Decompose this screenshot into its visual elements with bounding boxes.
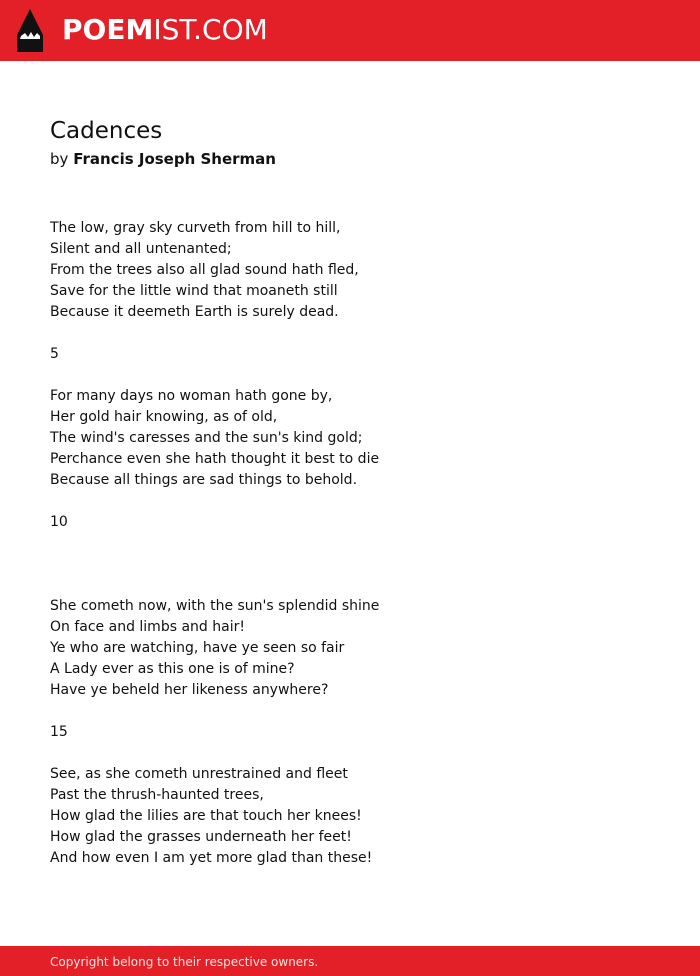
- poem-line: How glad the lilies are that touch her knees!: [50, 808, 362, 824]
- poem-line: On face and limbs and hair!: [50, 619, 245, 635]
- logo-text-bold: POEM: [62, 13, 154, 46]
- poem-line: Because it deemeth Earth is surely dead.: [50, 304, 339, 320]
- poem-line: Perchance even she hath thought it best to die: [50, 451, 380, 467]
- poem-line: From the trees also all glad sound hath fled,: [50, 262, 359, 278]
- poem-line: Have ye beheld her likeness anywhere?: [50, 682, 329, 698]
- line-number-marker: 15: [50, 724, 68, 740]
- stanza-4: [50, 764, 650, 869]
- site-logo[interactable]: [62, 10, 268, 50]
- pencil-tip-icon[interactable]: [17, 9, 43, 52]
- stanza-2: [50, 386, 650, 491]
- poem-line: Silent and all untenanted;: [50, 241, 232, 257]
- poem-line: Past the thrush-haunted trees,: [50, 787, 264, 803]
- poem-line: For many days no woman hath gone by,: [50, 388, 333, 404]
- stanza-1: [50, 218, 650, 323]
- poem-line: The low, gray sky curveth from hill to hill,: [50, 220, 341, 236]
- poem-line: And how even I am yet more glad than these!: [50, 850, 373, 866]
- line-number-marker: 5: [50, 346, 59, 362]
- stanza-gap: [50, 365, 650, 386]
- poem-title: Cadences: [50, 118, 163, 144]
- poem-byline: [50, 148, 276, 170]
- poem-line: See, as she cometh unrestrained and fleet: [50, 766, 348, 782]
- poem-line: Her gold hair knowing, as of old,: [50, 409, 278, 425]
- stanza-gap: [50, 491, 650, 512]
- copyright-notice: Copyright belong to their respective owners.: [50, 955, 319, 969]
- poem-line: Ye who are watching, have ye seen so fair: [50, 640, 345, 656]
- poem-line: Because all things are sad things to behold.: [50, 472, 358, 488]
- site-footer: [0, 946, 700, 976]
- poem-line: How glad the grasses underneath her feet!: [50, 829, 352, 845]
- poem-line: Save for the little wind that moaneth still: [50, 283, 338, 299]
- stanza-gap: [50, 533, 650, 596]
- by-label: by: [50, 150, 69, 168]
- logo-text-light: IST.COM: [153, 13, 268, 46]
- poem-line: A Lady ever as this one is of mine?: [50, 661, 295, 677]
- stanza-gap: [50, 701, 650, 722]
- poem-body: [50, 218, 650, 869]
- stanza-gap: [50, 743, 650, 764]
- stanza-gap: [50, 323, 650, 344]
- site-header: [0, 0, 700, 61]
- stanza-3: [50, 596, 650, 701]
- poem-line: The wind's caresses and the sun's kind gold;: [50, 430, 363, 446]
- poem-author: Francis Joseph Sherman: [73, 150, 276, 168]
- line-number-marker: 10: [50, 514, 68, 530]
- poem-line: She cometh now, with the sun's splendid shine: [50, 598, 380, 614]
